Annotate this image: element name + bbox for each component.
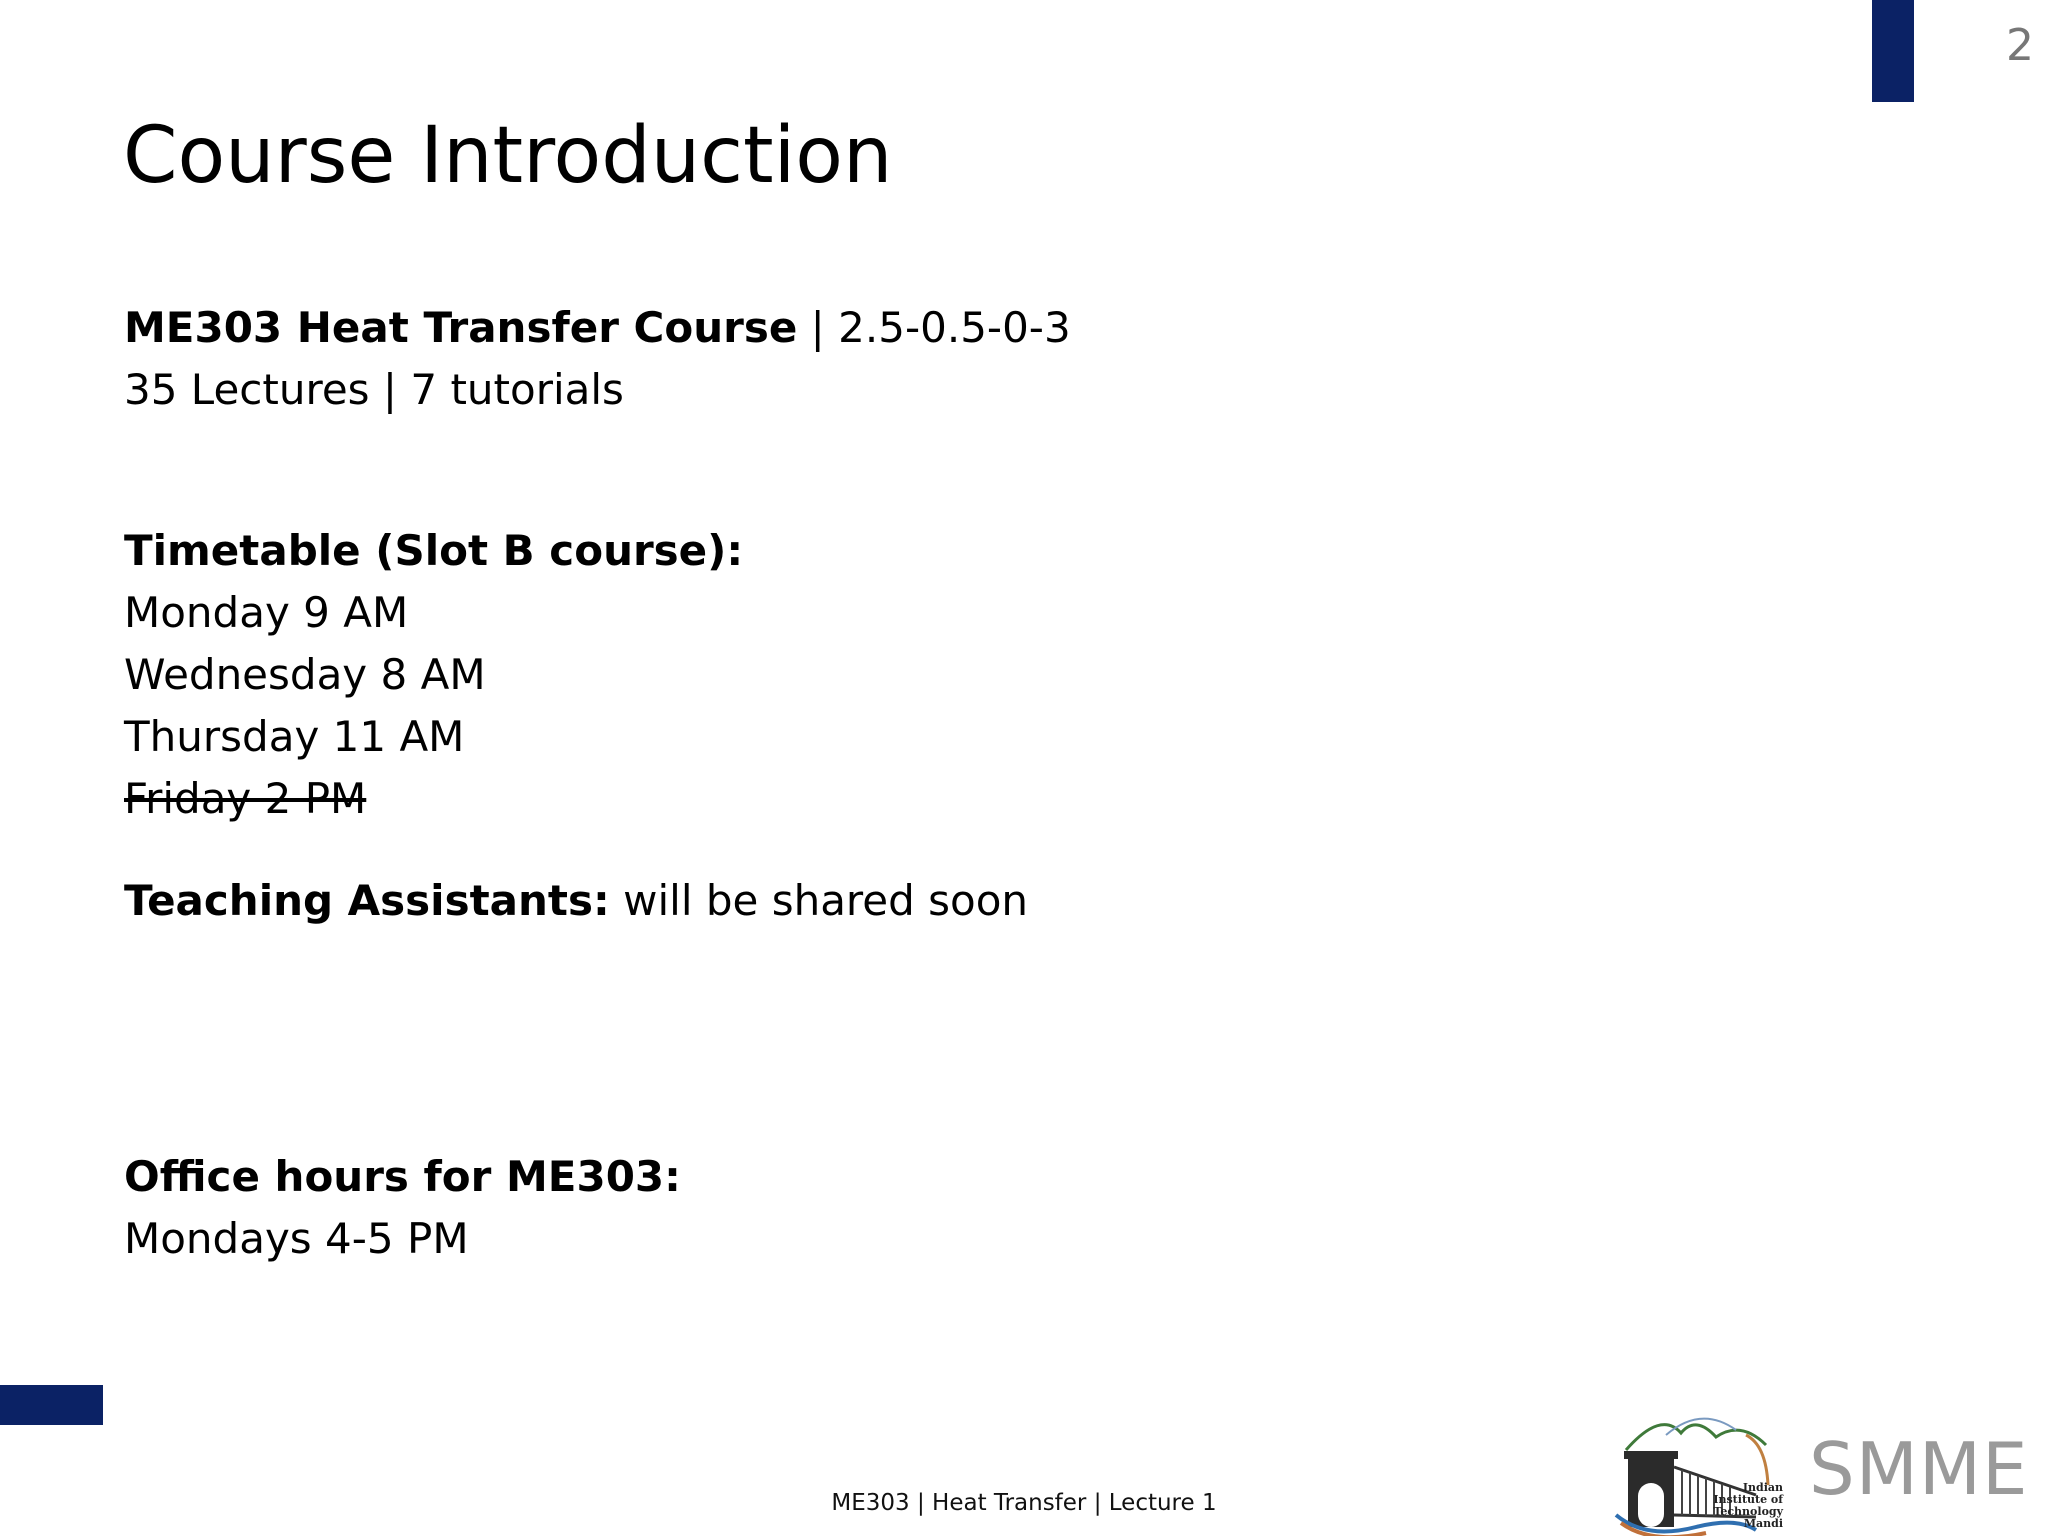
footer-text: ME303 | Heat Transfer | Lecture 1 (831, 1490, 1217, 1516)
timetable-slot: Wednesday 8 AM (124, 650, 486, 699)
slide-title: Course Introduction (123, 111, 893, 201)
bottom-left-accent-bar (0, 1385, 103, 1425)
logo-line: Indian (1742, 1481, 1783, 1494)
office-hours (124, 1146, 681, 1270)
course-separator: | (797, 303, 839, 352)
timetable (124, 520, 743, 830)
logo-line: Institute of (1713, 1493, 1783, 1506)
timetable-cancelled-slot: Friday 2 PM (124, 774, 367, 823)
course-credits: 2.5-0.5-0-3 (838, 303, 1071, 352)
timetable-slot: Thursday 11 AM (124, 712, 465, 761)
course-info (124, 297, 1071, 421)
teaching-assistants (124, 870, 1028, 932)
course-name: ME303 Heat Transfer Course (124, 303, 798, 352)
logo-text (1676, 1482, 1783, 1530)
slide-number: 2 (2006, 20, 2034, 71)
timetable-heading: Timetable (Slot B course): (124, 526, 744, 575)
ta-value: will be shared soon (609, 876, 1029, 925)
course-sessions: 35 Lectures | 7 tutorials (124, 365, 624, 414)
office-hours-heading: Office hours for ME303: (124, 1152, 681, 1201)
logo-line: Mandi (1743, 1517, 1783, 1530)
office-hours-value: Mondays 4-5 PM (124, 1214, 469, 1263)
logo-line: Technology (1713, 1505, 1783, 1518)
course-line (124, 297, 1071, 359)
timetable-slot: Monday 9 AM (124, 588, 409, 637)
top-accent-bar (1872, 0, 1914, 102)
ta-label: Teaching Assistants: (124, 876, 610, 925)
department-name: SMME (1809, 1427, 2029, 1511)
